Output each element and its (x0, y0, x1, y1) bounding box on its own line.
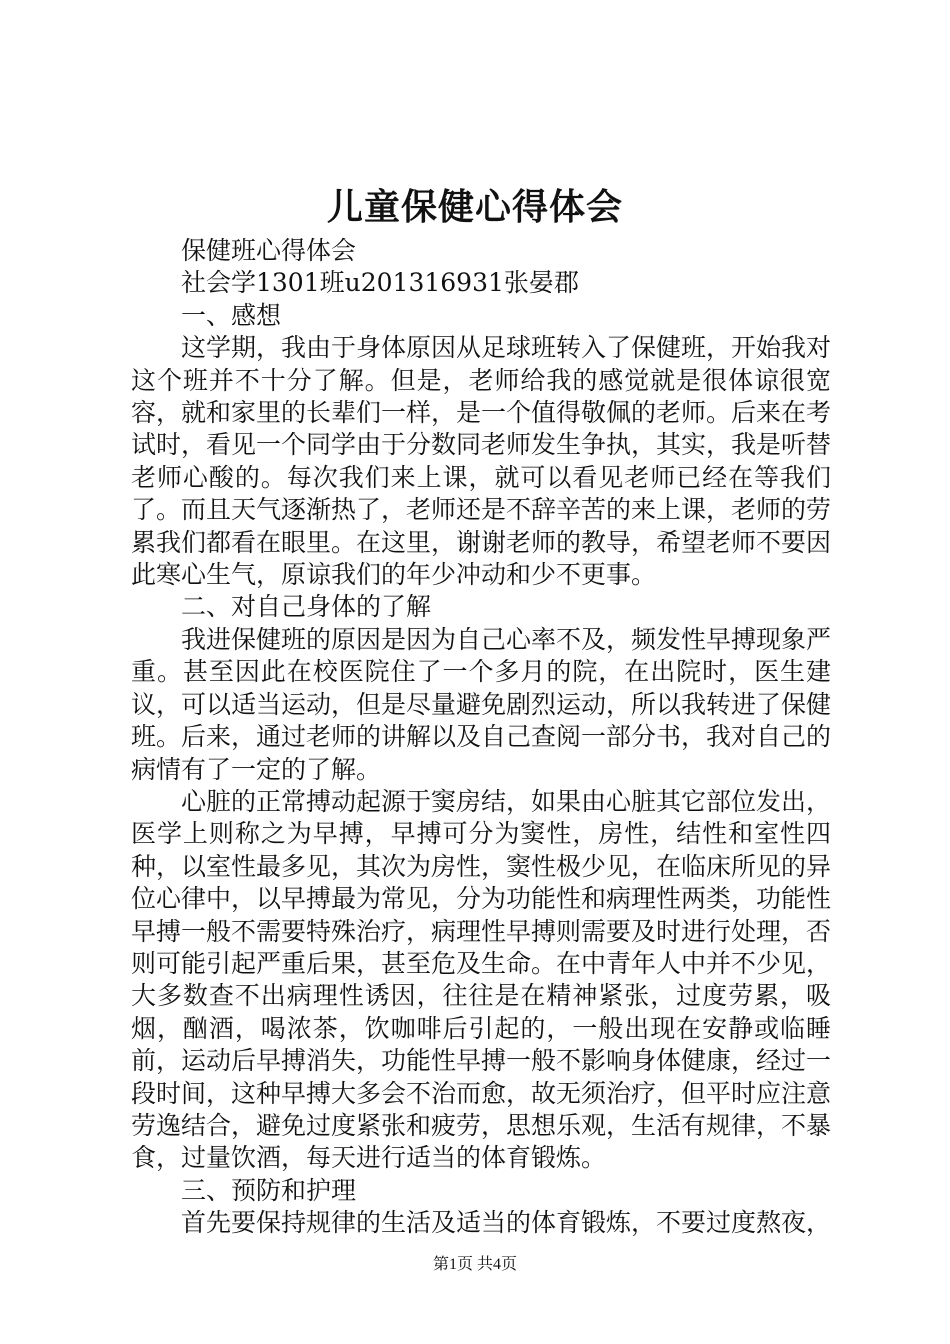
paragraph: 我进保健班的原因是因为自己心率不及，频发性早搏现象严重。甚至因此在校医院住了一个多月的院，在出院时，医生建议，可以适当运动，但是尽量避免剧烈运动，所以我转进了保健班。后来，通过老师的讲解以及自己查阅一部分书，我对自己的病情有了一定的了解。 (131, 624, 832, 784)
section-heading-2: 二、对自己身体的了解 (181, 592, 432, 622)
section-heading-3: 三、预防和护理 (181, 1175, 357, 1205)
document-body (131, 235, 831, 1240)
paragraph-author: 社会学1301班u201316931张晏郡 (181, 268, 579, 298)
page-footer: 第1页 共4页 (432, 1256, 517, 1273)
section-heading-1: 一、感想 (181, 300, 282, 330)
paragraph-subtitle: 保健班心得体会 (181, 236, 357, 265)
paragraph: 首先要保持规律的生活及适当的体育锻炼，不要过度熬夜， (181, 1208, 832, 1238)
document-title: 儿童保健心得体会 (326, 186, 623, 228)
paragraph: 心脏的正常搏动起源于窦房结，如果由心脏其它部位发出，医学上则称之为早搏，早搏可分为窦性，房性，结性和室性四种，以室性最多见，其次为房性，窦性极少见，在临床所见的异位心律中，以早搏最为常见，分为功能性和病理性两类，功能性早搏一般不需要特殊治疗，病理性早搏则需要及时进行处理，否则可能引起严重后果，甚至危及生命。在中青年人中并不少见，大多数查不出病理性诱因，往往是在精神紧张，过度劳累，吸烟，酗酒，喝浓茶，饮咖啡后引起的，一般出现在安静或临睡前，运动后早搏消失，功能性早搏一般不影响身体健康，经过一段时间，这种早搏大多会不治而愈，故无须治疗，但平时应注意劳逸结合，避免过度紧张和疲劳，思想乐观，生活有规律，不暴食，过量饮酒，每天进行适当的体育锻炼。 (131, 786, 832, 1173)
paragraph: 这学期，我由于身体原因从足球班转入了保健班，开始我对这个班并不十分了解。但是，老师给我的感觉就是很体谅很宽容，就和家里的长辈们一样，是一个值得敬佩的老师。后来在考试时，看见一个同学由于分数同老师发生争执，其实，我是听替老师心酸的。每次我们来上课，就可以看见老师已经在等我们了。而且天气逐渐热了，老师还是不辞辛苦的来上课，老师的劳累我们都看在眼里。在这里，谢谢老师的教导，希望老师不要因此寒心生气，原谅我们的年少冲动和少不更事。 (131, 333, 832, 590)
